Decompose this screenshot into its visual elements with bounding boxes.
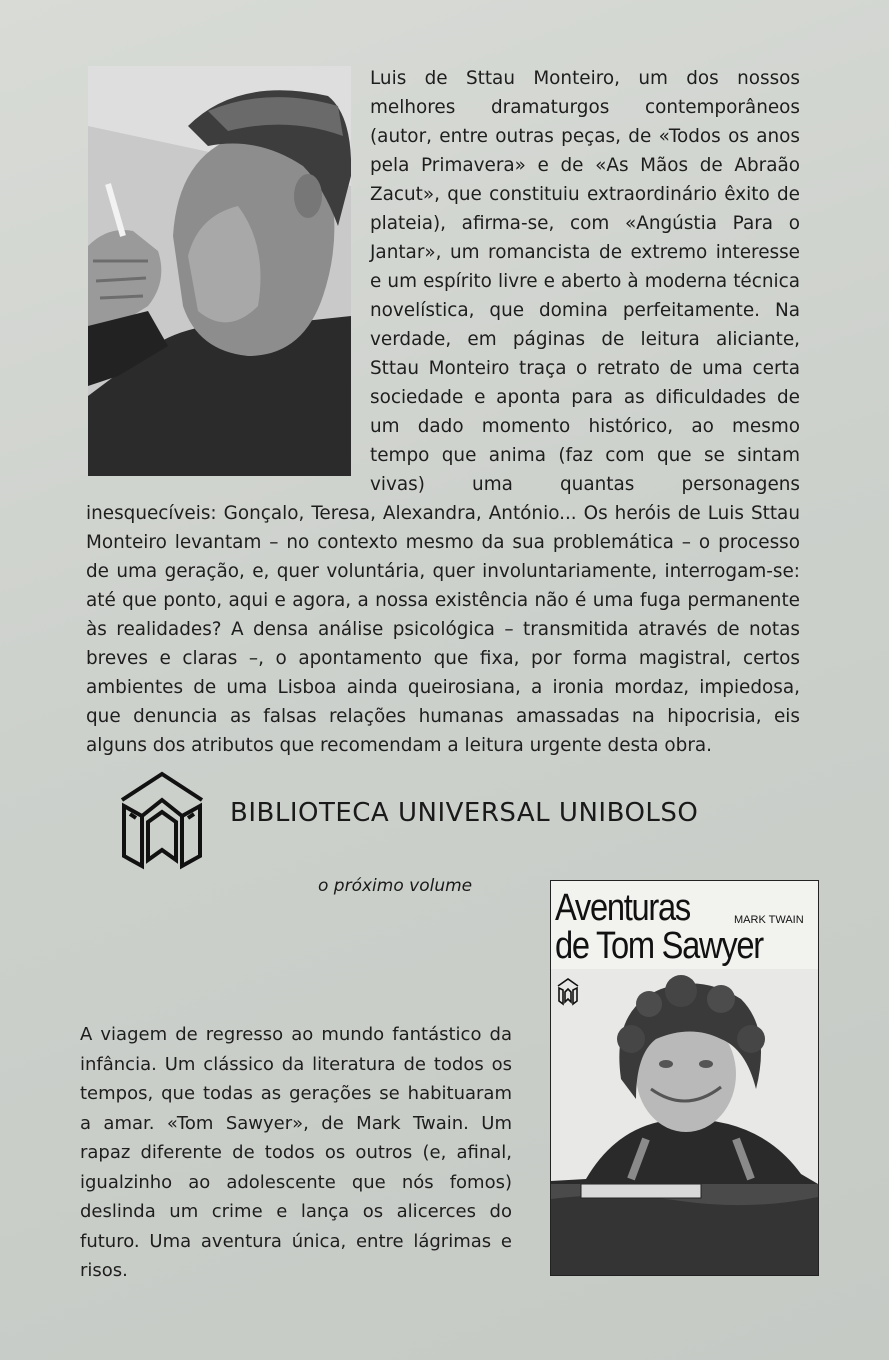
- photo-spacer: [86, 64, 370, 489]
- unibolso-logo-icon: [120, 770, 204, 870]
- publisher-name: BIBLIOTECA UNIVERSAL UNIBOLSO: [230, 798, 699, 828]
- book-title-line2: de Tom Sawyer: [555, 925, 763, 967]
- description-text: [86, 64, 800, 760]
- book-cover-photo: [551, 969, 818, 1275]
- unibolso-small-logo-icon: [557, 977, 579, 1007]
- book-author: MARK TWAIN: [734, 914, 804, 926]
- publisher-brand: [120, 770, 820, 870]
- description-body: Luis de Sttau Monteiro, um dos nossos melhores dramaturgos contemporâneos (autor, entre outras peças, de «Todos os anos pela Primavera» e de «As Mãos de Abraão Zacut», que constituiu extraordinário êxito de plateia), afirma-se, com «Angústia Para o Jantar», um romancista de extremo interesse e um espírito livre e aberto à moderna técnica novelística, que domina perfeitamente. Na verdade, em páginas de leitura aliciante, Sttau Monteiro traça o retrato de uma certa sociedade e aponta para as dificuldades de um dado momento histórico, ao mesmo tempo que anima (faz com que se sintam vivas) uma quantas personagens inesquecíveis: Gonçalo, Teresa, Alexandra, António... Os heróis de Luis Sttau Monteiro levantam – no contexto mesmo da sua problemática – o processo de uma geração, e, quer voluntária, quer involuntariamente, interrogam-se: até que ponto, aqui e agora, a nossa existência não é uma fuga permanente às realidades? A densa análise psicológica – transmitida através de notas breves e claras –, o apontamento que fixa, por forma magistral, certos ambientes de uma Lisboa ainda queirosiana, a ironia mordaz, impiedosa, que denuncia as falsas relações humanas amassadas na hipocrisia, eis alguns dos atributos que recomendam a leitura urgente desta obra.: [86, 68, 800, 756]
- next-volume-description: A viagem de regresso ao mundo fantástico da infância. Um clássico da literatura de todos os tempos, que todas as gerações se habituaram a amar. «Tom Sawyer», de Mark Twain. Um rapaz diferente de todos os outros (e, afinal, igualzinho ao adolescente que nós fomos) deslinda um crime e lança os alicerces do futuro. Uma aventura única, entre lágrimas e risos.: [80, 1024, 512, 1281]
- book-title: [555, 889, 763, 965]
- next-volume-label: o próximo volume: [318, 876, 473, 896]
- next-book-cover: [550, 880, 819, 1276]
- book-title-line1: Aventuras: [555, 887, 690, 929]
